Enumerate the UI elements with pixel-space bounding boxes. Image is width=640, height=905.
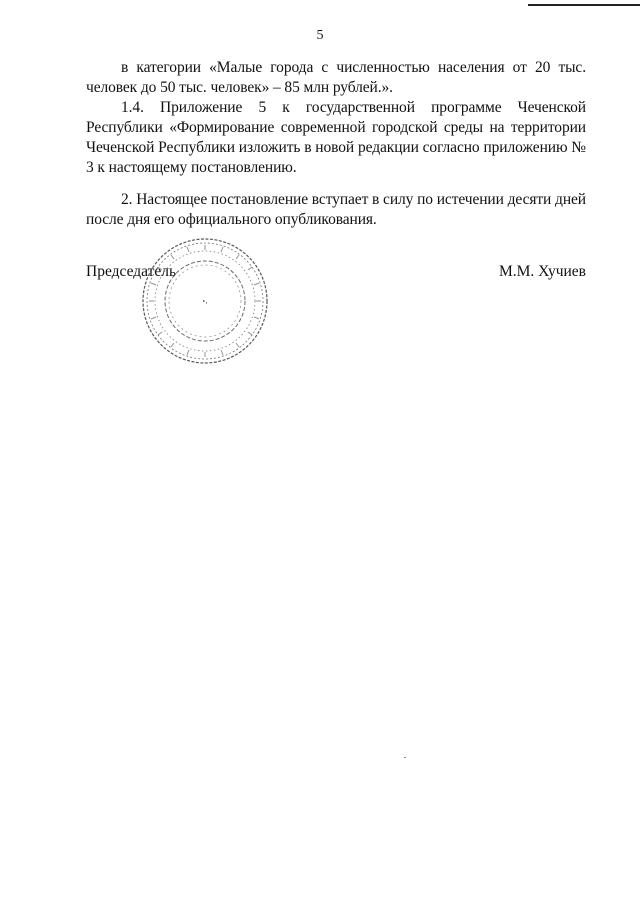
signer-title: Председатель xyxy=(86,263,177,280)
header-rule xyxy=(528,4,640,6)
signer-name: М.М. Хучиев xyxy=(498,263,586,280)
paragraph-2: 2. Настоящее постановление вступает в силу по истечении десяти дней после дня его официального опубликования. xyxy=(86,191,586,228)
document-body xyxy=(86,58,586,230)
seal-icon xyxy=(140,236,270,366)
scan-artifact xyxy=(404,757,406,758)
paragraph-continuation: в категории «Малые города с численностью населения от 20 тыс. человек до 50 тыс. человек» – 85 млн рублей.». xyxy=(86,59,586,96)
page-number: 5 xyxy=(316,28,324,43)
paragraph-1-4: 1.4. Приложение 5 к государственной программе Чеченской Республики «Формирование современной городской среды на территории Чеченской Республики изложить в новой редакции согласно приложению № 3 к настоящему постановлению. xyxy=(86,99,586,176)
